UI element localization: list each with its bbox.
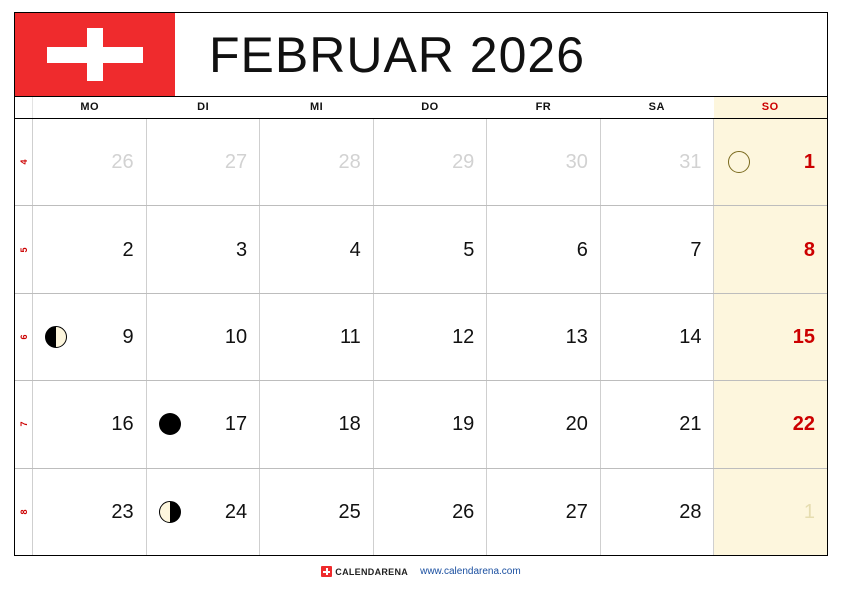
flag-cross-horizontal	[47, 47, 143, 63]
day-cell[interactable]	[601, 469, 715, 555]
weekday-header-so: SO	[714, 97, 827, 118]
website-link[interactable]: www.calendarena.com	[420, 566, 521, 577]
day-cell[interactable]	[374, 206, 488, 292]
calendar-week-row	[15, 294, 827, 381]
calendar-week-row	[15, 119, 827, 206]
day-cell[interactable]	[601, 294, 715, 380]
moon-phase-first-quarter-icon	[159, 501, 181, 523]
moon-phase-last-quarter-icon	[45, 326, 67, 348]
week-number-label: 8	[18, 509, 29, 515]
day-number: 8	[803, 238, 816, 261]
page-title: FEBRUAR 2026	[209, 26, 586, 83]
day-cell[interactable]	[33, 469, 147, 555]
day-cell[interactable]	[487, 381, 601, 467]
day-cell[interactable]	[260, 119, 374, 205]
day-number: 1	[803, 151, 816, 174]
day-cell[interactable]	[260, 381, 374, 467]
weekday-header-mo: MO	[80, 101, 100, 113]
moon-phase-full-moon-icon	[159, 413, 181, 435]
calendar-week-row	[15, 469, 827, 555]
day-cell[interactable]	[374, 469, 488, 555]
day-cell-sunday[interactable]	[714, 381, 827, 467]
day-number: 20	[565, 413, 588, 436]
day-number: 12	[452, 326, 475, 349]
day-number: 15	[792, 326, 816, 349]
day-number: 26	[111, 151, 134, 174]
day-cell[interactable]	[147, 206, 261, 292]
day-number: 24	[224, 500, 248, 523]
day-cell[interactable]	[374, 294, 488, 380]
weeknum-header-corner	[15, 97, 33, 118]
brand-name: CALENDARENA	[335, 566, 409, 577]
day-cell[interactable]	[601, 206, 715, 292]
footer	[0, 566, 842, 577]
day-number: 21	[679, 413, 702, 436]
day-number: 22	[792, 413, 816, 436]
day-number: 9	[122, 326, 134, 349]
day-cell[interactable]	[33, 206, 147, 292]
day-number: 28	[679, 500, 702, 523]
day-number: 14	[679, 326, 702, 349]
moon-phase-new-moon-icon	[728, 151, 750, 173]
day-number: 2	[122, 238, 134, 261]
day-cell[interactable]	[601, 381, 715, 467]
week-number	[15, 294, 33, 380]
day-number: 10	[224, 326, 248, 349]
day-cell[interactable]	[147, 119, 261, 205]
week-number-label: 5	[18, 247, 29, 253]
day-cell-sunday[interactable]	[714, 206, 827, 292]
title-container	[175, 13, 827, 96]
day-cell[interactable]	[33, 381, 147, 467]
calendar-week-row	[15, 206, 827, 293]
day-number: 31	[679, 151, 702, 174]
day-number: 23	[111, 500, 134, 523]
day-number: 16	[111, 413, 134, 436]
calendar-header	[14, 12, 828, 97]
day-number: 1	[803, 500, 816, 523]
day-cell-sunday[interactable]	[714, 119, 827, 205]
day-cell[interactable]	[487, 294, 601, 380]
day-cell[interactable]	[147, 469, 261, 555]
week-number	[15, 119, 33, 205]
day-number: 11	[339, 326, 361, 349]
week-number-label: 4	[18, 159, 29, 165]
weekday-header-fr: FR	[535, 101, 552, 113]
week-number-label: 7	[18, 421, 29, 427]
day-number: 6	[576, 238, 588, 261]
day-cell[interactable]	[147, 294, 261, 380]
day-cell-sunday[interactable]	[714, 469, 827, 555]
week-number	[15, 381, 33, 467]
swiss-flag-icon	[15, 13, 175, 96]
day-number: 13	[565, 326, 588, 349]
day-cell[interactable]	[260, 469, 374, 555]
week-number	[15, 206, 33, 292]
day-number: 4	[349, 238, 361, 261]
day-number: 25	[338, 500, 361, 523]
weekday-header-row	[14, 97, 828, 119]
day-cell[interactable]	[487, 206, 601, 292]
week-number	[15, 469, 33, 555]
day-cell[interactable]	[33, 294, 147, 380]
day-cell[interactable]	[147, 381, 261, 467]
day-number: 3	[236, 238, 248, 261]
day-number: 7	[690, 238, 702, 261]
day-number: 30	[565, 151, 588, 174]
day-cell[interactable]	[374, 381, 488, 467]
day-cell[interactable]	[260, 294, 374, 380]
day-number: 29	[452, 151, 475, 174]
calendar-grid	[14, 119, 828, 556]
day-cell[interactable]	[260, 206, 374, 292]
day-number: 19	[452, 413, 475, 436]
calendarena-logo-icon	[321, 566, 332, 577]
day-number: 18	[338, 413, 361, 436]
day-cell[interactable]	[374, 119, 488, 205]
day-number: 28	[338, 151, 361, 174]
day-cell[interactable]	[601, 119, 715, 205]
weekday-header-do: DO	[421, 101, 439, 113]
day-number: 17	[224, 413, 248, 436]
day-number: 5	[463, 238, 475, 261]
week-number-label: 6	[18, 334, 29, 340]
day-cell[interactable]	[487, 119, 601, 205]
day-cell[interactable]	[33, 119, 147, 205]
day-cell[interactable]	[487, 469, 601, 555]
day-number: 27	[565, 500, 588, 523]
day-cell-sunday[interactable]	[714, 294, 827, 380]
weekday-header-di: DI	[197, 101, 210, 113]
weekday-header-sa: SA	[648, 101, 665, 113]
calendar-week-row	[15, 381, 827, 468]
weekday-header-mi: MI	[309, 101, 324, 113]
day-number: 27	[224, 151, 248, 174]
day-number: 26	[452, 500, 475, 523]
